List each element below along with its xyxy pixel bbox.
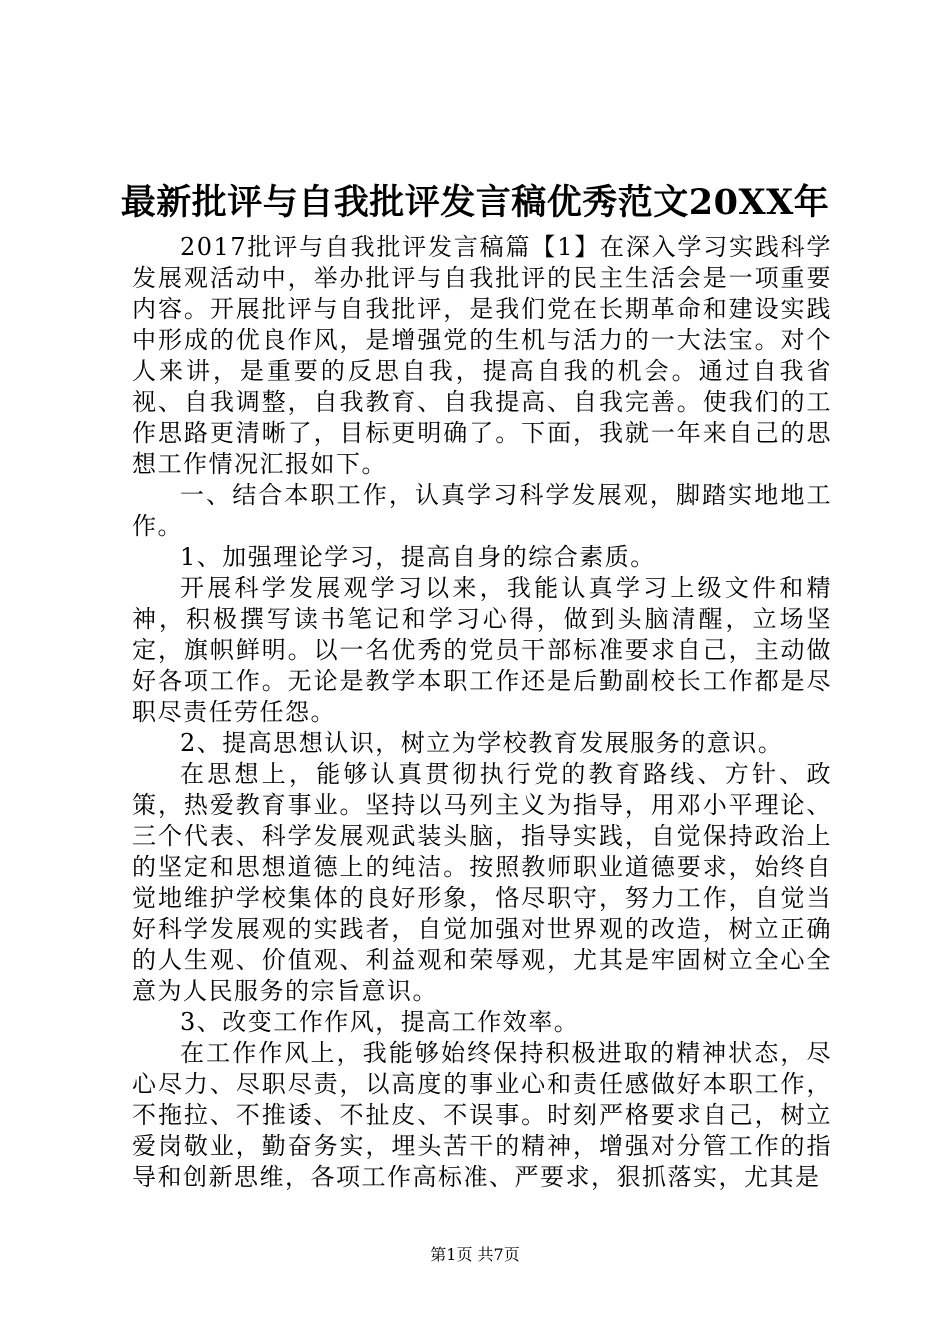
subsection-heading: 3、改变工作作风，提高工作效率。 [180, 1008, 580, 1036]
paragraph: 在工作作风上，我能够始终保持积极进取的精神状态，尽心尽力、尽职尽责，以高度的事业心和责任感做好本职工作，不拖拉、不推诿、不扯皮、不误事。时刻严格要求自己，树立爱岗敬业，勤奋务实，埋头苦干的精神，增强对分管工作的指导和创新思维，各项工作高标准、严要求，狠抓落实，尤其是 [132, 1039, 832, 1191]
paragraph: 2017批评与自我批评发言稿篇【1】在深入学习实践科学发展观活动中，举办批评与自我批评的民主生活会是一项重要内容。开展批评与自我批评，是我们党在长期革命和建设实践中形成的优良作风，是增强党的生机与活力的一大法宝。对个人来讲，是重要的反思自我，提高自我的机会。通过自我省视、自我调整，自我教育、自我提高、自我完善。使我们的工作思路更清晰了，目标更明确了。下面，我就一年来自己的思想工作情况汇报如下。 [132, 233, 832, 478]
document-title: 最新批评与自我批评发言稿优秀范文20XX年 [120, 182, 830, 223]
paragraph: 在思想上，能够认真贯彻执行党的教育路线、方针、政策，热爱教育事业。坚持以马列主义为指导，用邓小平理论、三个代表、科学发展观武装头脑，指导实践，自觉保持政治上的坚定和思想道德上的纯洁。按照教师职业道德要求，始终自觉地维护学校集体的良好形象，恪尽职守，努力工作，自觉当好科学发展观的实践者，自觉加强对世界观的改造，树立正确的人生观、价值观、利益观和荣辱观，尤其是牢固树立全心全意为人民服务的宗旨意识。 [132, 760, 832, 1005]
page-number: 第1页 共7页 [430, 1245, 520, 1264]
subsection-heading: 1、加强理论学习，提高自身的综合素质。 [180, 543, 656, 571]
subsection-heading: 2、提高思想认识，树立为学校教育发展服务的意识。 [180, 729, 784, 757]
paragraph: 开展科学发展观学习以来，我能认真学习上级文件和精神，积极撰写读书笔记和学习心得，做到头脑清醒，立场坚定，旗帜鲜明。以一名优秀的党员干部标准要求自己，主动做好各项工作。无论是教学本职工作还是后勤副校长工作都是尽职尽责任劳任怨。 [132, 574, 832, 726]
document-body [132, 232, 832, 1193]
section-heading: 一、结合本职工作，认真学习科学发展观，脚踏实地地工作。 [132, 481, 832, 540]
